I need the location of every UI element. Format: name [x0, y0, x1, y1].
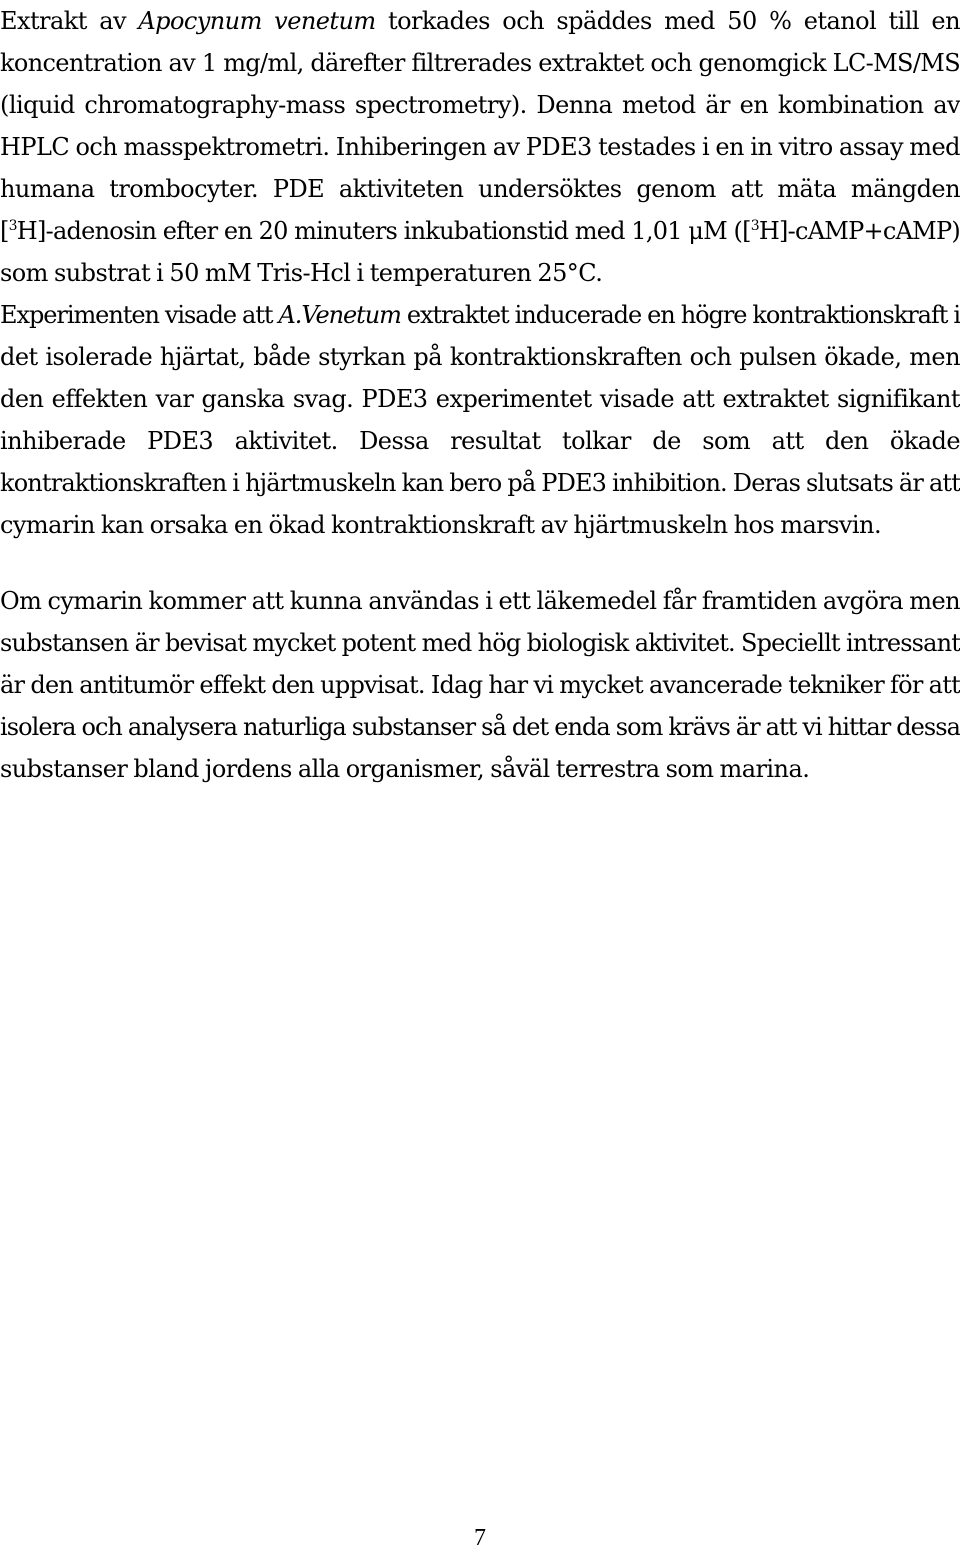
text-line: substansen är bevisat mycket potent med hög biologisk aktivitet. Speciellt intressant — [0, 629, 960, 657]
superscript: 3 — [750, 218, 759, 234]
paragraph-experiment — [0, 0, 960, 546]
superscript: 3 — [8, 218, 17, 234]
text-line: substanser bland jordens alla organismer, såväl terrestra som marina. — [0, 755, 810, 783]
text-line: kontraktionskraften i hjärtmuskeln kan bero på PDE3 inhibition. Deras slutsats är att — [0, 469, 960, 497]
text-line: inhiberade PDE3 aktivitet. Dessa resultat tolkar de som att den ökade — [0, 427, 960, 455]
page-number: 7 — [474, 1525, 486, 1551]
text-line: den effekten var ganska svag. PDE3 experimentet visade att extraktet signifikant — [0, 385, 960, 413]
text-line: isolera och analysera naturliga substanser så det enda som krävs är att vi hittar dessa — [0, 713, 960, 741]
text-line: Extrakt av Apocynum venetum torkades och späddes med 50 % etanol till en — [0, 7, 960, 35]
text-line: Om cymarin kommer att kunna användas i ett läkemedel får framtiden avgöra men — [0, 587, 960, 615]
species-name: Apocynum venetum — [138, 7, 376, 35]
text-line: HPLC och masspektrometri. Inhiberingen av PDE3 testades i en in vitro assay med — [0, 133, 960, 161]
text-line: cymarin kan orsaka en ökad kontraktionskraft av hjärtmuskeln hos marsvin. — [0, 511, 882, 539]
text-line: (liquid chromatography-mass spectrometry). Denna metod är en kombination av — [0, 91, 960, 119]
text-line: det isolerade hjärtat, både styrkan på kontraktionskraften och pulsen ökade, men — [0, 343, 960, 371]
text-line: som substrat i 50 mM Tris-Hcl i temperaturen 25°C. — [0, 259, 603, 287]
text-line: Experimenten visade att A.Venetum extraktet inducerade en högre kontraktionskraft i — [0, 301, 960, 329]
text-line: humana trombocyter. PDE aktiviteten undersöktes genom att mäta mängden — [0, 175, 960, 203]
paragraph-conclusion — [0, 580, 960, 790]
text-line: [$^3$H]-adenosin efter en 20 minuters inkubationstid med 1,01 μM ([$^3$H]-cAMP+cAMP) — [0, 217, 960, 245]
text-line: koncentration av 1 mg/ml, därefter filtrerades extraktet och genomgick LC-MS/MS — [0, 49, 960, 77]
text-line: är den antitumör effekt den uppvisat. Idag har vi mycket avancerade tekniker för att — [0, 671, 960, 699]
species-name: A.Venetum — [278, 301, 401, 329]
